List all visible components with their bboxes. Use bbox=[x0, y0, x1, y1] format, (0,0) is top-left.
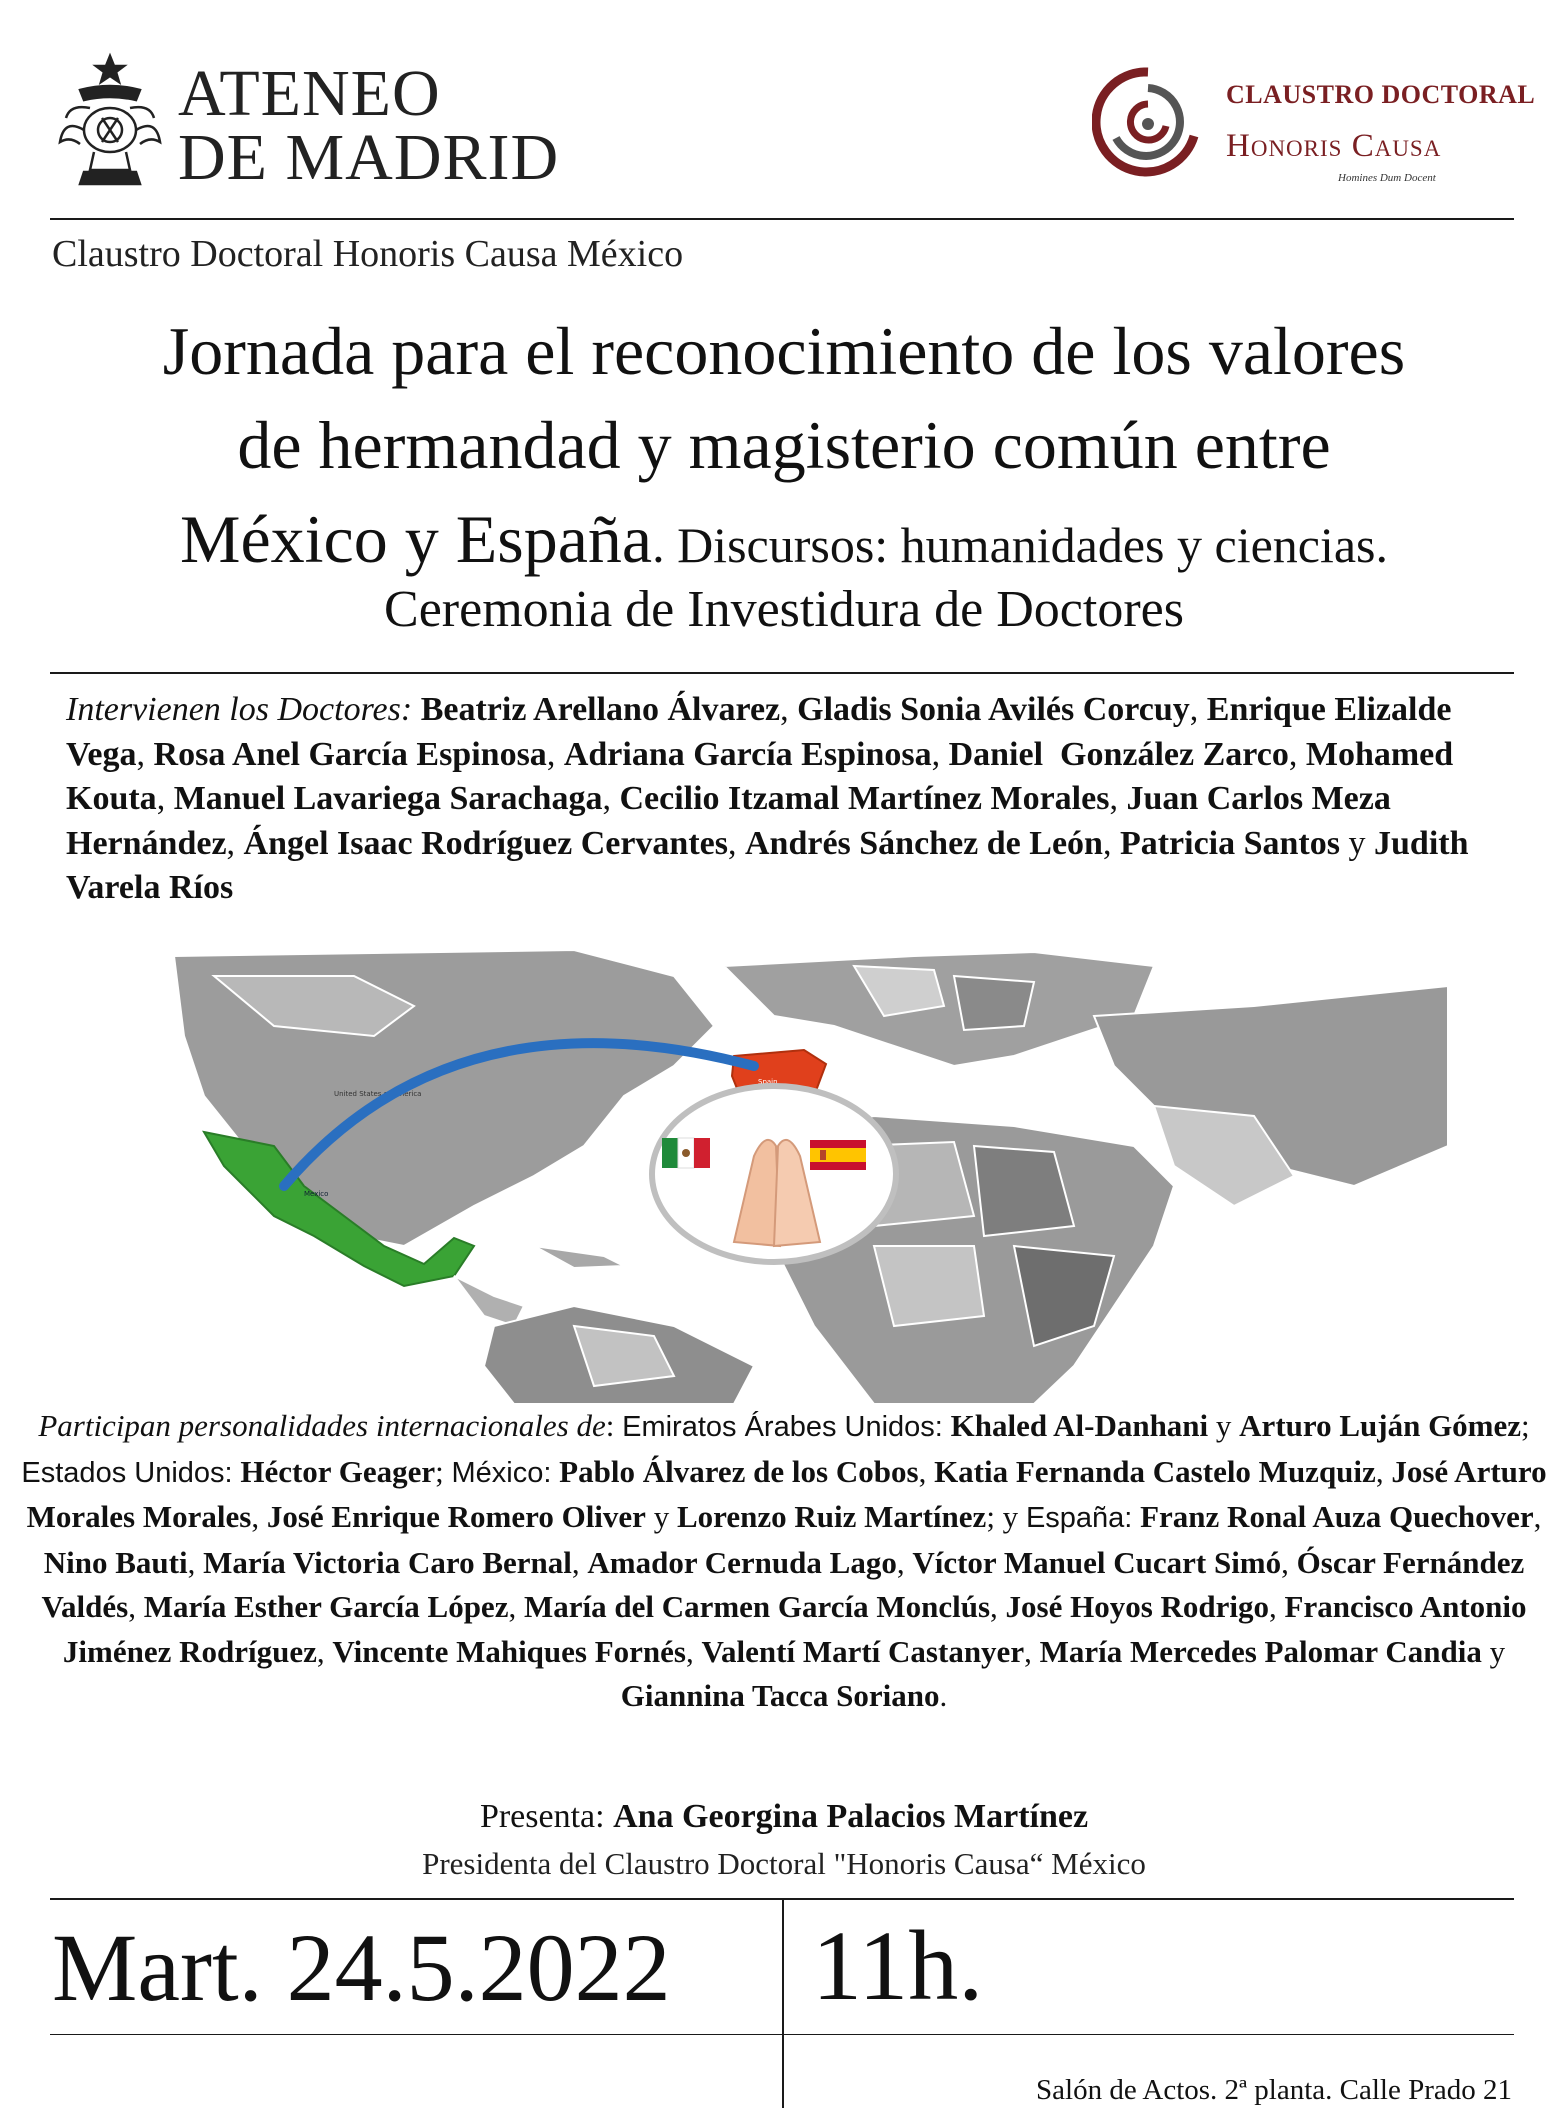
speaker-name: Daniel González Zarco bbox=[948, 735, 1289, 773]
speaker-name: Patricia Santos bbox=[1119, 824, 1340, 862]
ateneo-crest-logo bbox=[50, 52, 170, 192]
participant-name: Víctor Manuel Cucart Simó bbox=[912, 1544, 1282, 1580]
organizer-subtitle: Claustro Doctoral Honoris Causa México bbox=[52, 233, 684, 275]
participant-name: María Victoria Caro Bernal bbox=[203, 1544, 572, 1580]
spain-flag-icon bbox=[810, 1140, 866, 1170]
participants-intro: Participan personalidades internacionales de bbox=[38, 1408, 606, 1443]
speaker-name: Adriana García Espinosa bbox=[563, 735, 932, 773]
event-title bbox=[30, 304, 1538, 592]
title-divider bbox=[50, 672, 1514, 674]
participant-name: Vincente Mahiques Fornés bbox=[332, 1633, 686, 1669]
participant-name: Giannina Tacca Soriano bbox=[620, 1678, 940, 1713]
presenter-label: Presenta: bbox=[479, 1798, 605, 1835]
speaker-name: Gladis Sonia Avilés Corcuy bbox=[797, 691, 1190, 728]
speakers-joiner: y bbox=[1348, 824, 1366, 862]
participant-name: Amador Cernuda Lago bbox=[587, 1544, 897, 1580]
participant-name: María Mercedes Palomar Candia bbox=[1039, 1633, 1482, 1669]
presenter-line bbox=[0, 1798, 1568, 1836]
ateneo-de-madrid-wordmark bbox=[178, 57, 560, 194]
speaker-name: Enrique Elizalde Vega bbox=[66, 691, 1452, 773]
speakers-intro: Intervienen los Doctores: bbox=[66, 691, 413, 728]
footer-bottom-divider bbox=[50, 2034, 1514, 2035]
map-label-mexico: Mexico bbox=[304, 1190, 329, 1198]
participant-name: Nino Bauti bbox=[43, 1544, 188, 1580]
country-label-mexico: México: bbox=[451, 1456, 552, 1489]
speaker-name: Rosa Anel García Espinosa bbox=[153, 735, 547, 773]
participant-name: Franz Ronal Auza Quechover bbox=[1140, 1499, 1534, 1534]
title-discursos: . Discursos: humanidades y ciencias. bbox=[652, 517, 1389, 573]
claustro-logo-motto: Homines Dum Docent bbox=[1338, 172, 1436, 184]
title-line-1: Jornada para el reconocimiento de los valores bbox=[162, 313, 1406, 389]
country-label-spain: España: bbox=[1025, 1502, 1133, 1534]
participant-name: José Enrique Romero Oliver bbox=[266, 1499, 646, 1534]
speaker-name: Mohamed Kouta bbox=[66, 735, 1454, 817]
speaker-name: Judith Varela Ríos bbox=[66, 824, 1469, 906]
participant-name: Arturo Luján Gómez bbox=[1239, 1408, 1522, 1443]
country-label-uae: Emiratos Árabes Unidos: bbox=[622, 1411, 943, 1443]
world-map-mexico-spain bbox=[154, 946, 1448, 1404]
ateneo-line2: DE MADRID bbox=[178, 121, 560, 194]
title-line-3 bbox=[30, 492, 1538, 592]
map-label-spain: Spain bbox=[758, 1078, 778, 1086]
presenter-name: Ana Georgina Palacios Martínez bbox=[613, 1798, 1089, 1835]
ateneo-line1: ATENEO bbox=[178, 57, 441, 130]
speakers-paragraph: Intervienen los Doctores: Beatriz Arellano Álvarez, Gladis Sonia Avilés Corcuy, Enrique Elizalde Vega, Rosa Anel García Espinosa, Adriana García Espinosa, Daniel González Zarco, Mohamed Kouta, Manuel Lavariega Sarachaga, Cecilio Itzamal Martínez Morales, Juan Carlos Meza Hernández, Ángel Isaac Rodríguez Cervantes, Andrés Sánchez de León, Patricia Santos y Judith Varela Ríos bbox=[66, 691, 1469, 906]
event-venue: Salón de Actos. 2ª planta. Calle Prado 21 bbox=[1036, 2074, 1512, 2106]
participant-name: María del Carmen García Monclús bbox=[523, 1589, 991, 1624]
mexico-flag-icon bbox=[662, 1138, 710, 1168]
title-mexico-espana: México y España bbox=[179, 501, 653, 577]
speaker-name: Manuel Lavariega Sarachaga bbox=[173, 780, 603, 817]
participant-name: Khaled Al-Danhani bbox=[950, 1408, 1209, 1443]
participants-paragraph: Participan personalidades internacionales de: Emiratos Árabes Unidos: Khaled Al-Danhani y Arturo Luján Gómez; Estados Unidos: Héctor Geager; México: Pablo Álvarez de los Cobos, Katia Fernanda Castelo Muzquiz, José Arturo Morales Morales, José Enrique Romero Oliver y Lorenzo Ruiz Martínez; y España: Franz Ronal Auza Quechover, Nino Bauti, María Victoria Caro Bernal, Amador Cernuda Lago, Víctor Manuel Cucart Simó, Óscar Fernández Valdés, María Esther García López, María del Carmen García Monclús, José Hoyos Rodrigo, Francisco Antonio Jiménez Rodríguez, Vincente Mahiques Fornés, Valentí Martí Castanyer, María Mercedes Palomar Candia y Giannina Tacca Soriano. bbox=[21, 1408, 1547, 1713]
claustro-logo-honoris-causa: Honoris Causa bbox=[1226, 128, 1442, 164]
speaker-name: Ángel Isaac Rodríguez Cervantes bbox=[243, 824, 728, 862]
speaker-name: Andrés Sánchez de León bbox=[744, 824, 1103, 862]
participant-name: Francisco Antonio Jiménez Rodríguez bbox=[62, 1589, 1527, 1669]
participant-name: José Arturo Morales Morales bbox=[26, 1453, 1547, 1534]
participant-name: Valentí Martí Castanyer bbox=[701, 1633, 1025, 1669]
presenter-role: Presidenta del Claustro Doctoral "Honoris Causa“ México bbox=[422, 1846, 1146, 1881]
claustro-logo-title: CLAUSTRO DOCTORAL bbox=[1226, 80, 1536, 109]
country-label-usa: Estados Unidos: bbox=[21, 1456, 233, 1489]
handshake-emblem bbox=[652, 1086, 896, 1262]
participant-name: Lorenzo Ruiz Martínez bbox=[676, 1499, 987, 1534]
event-date: Mart. 24.5.2022 bbox=[52, 1914, 671, 2021]
map-label-usa: United States of America bbox=[334, 1090, 422, 1098]
header-divider bbox=[50, 218, 1514, 220]
participant-name: Katia Fernanda Castelo Muzquiz bbox=[934, 1453, 1376, 1489]
speaker-name: Beatriz Arellano Álvarez bbox=[420, 691, 781, 728]
claustro-doctoral-logo-mark bbox=[1092, 66, 1204, 182]
participant-name: Pablo Álvarez de los Cobos bbox=[559, 1453, 919, 1489]
title-line-2: de hermandad y magisterio común entre bbox=[237, 407, 1331, 483]
participant-name: María Esther García López bbox=[143, 1589, 509, 1624]
participant-name: Héctor Geager bbox=[240, 1453, 436, 1489]
event-time: 11h. bbox=[812, 1910, 984, 2021]
speaker-name: Juan Carlos Meza Hernández bbox=[66, 780, 1391, 862]
participant-name: José Hoyos Rodrigo bbox=[1005, 1589, 1270, 1624]
participant-name: Óscar Fernández Valdés bbox=[41, 1544, 1525, 1624]
ceremony-subtitle: Ceremonia de Investidura de Doctores bbox=[384, 581, 1184, 638]
speaker-name: Cecilio Itzamal Martínez Morales bbox=[619, 780, 1110, 817]
